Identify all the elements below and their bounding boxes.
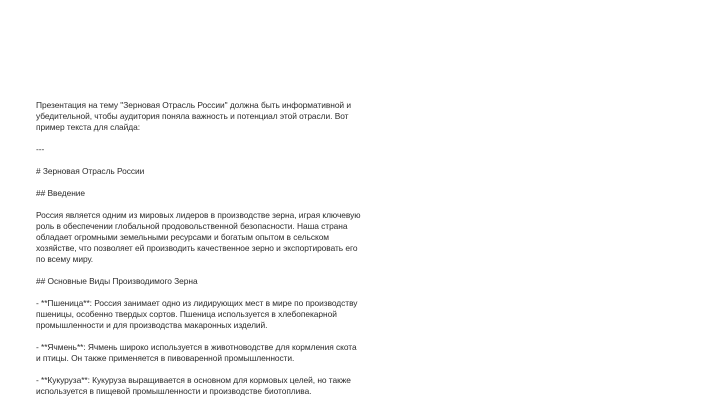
- text-line: - **Ячмень**: Ячмень широко используется в животноводстве для кормления скота: [36, 342, 357, 352]
- text-line: обладает огромными земельными ресурсами и богатым опытом в сельском: [36, 232, 330, 242]
- text-line: - **Кукуруза**: Кукуруза выращивается в основном для кормовых целей, но также: [36, 375, 351, 385]
- paragraph-gap: [36, 177, 366, 188]
- text-line: Презентация на тему "Зерновая Отрасль России" должна быть информативной и: [36, 100, 351, 110]
- text-line: Россия является одним из мировых лидеров в производстве зерна, играя ключевую: [36, 210, 361, 220]
- text-line: пример текста для слайда:: [36, 122, 141, 132]
- text-line: пшеницы, особенно твердых сортов. Пшеница используется в хлебопекарной: [36, 309, 337, 319]
- text-line: убедительной, чтобы аудитория поняла важность и потенциал этой отрасли. Вот: [36, 111, 349, 121]
- intro-paragraph: [36, 100, 366, 133]
- section-heading-grain-types: ## Основные Виды Производимого Зерна: [36, 276, 198, 286]
- list-item-barley: [36, 342, 366, 364]
- text-line: промышленности и для производства макаронных изделий.: [36, 320, 268, 330]
- text-line: и птицы. Он также применяется в пивоваренной промышленности.: [36, 353, 295, 363]
- list-item-corn: [36, 375, 366, 397]
- paragraph-gap: [36, 199, 366, 210]
- text-line: используется в пищевой промышленности и производстве биотоплива.: [36, 386, 312, 396]
- paragraph-gap: [36, 133, 366, 144]
- paragraph-gap: [36, 364, 366, 375]
- introduction-paragraph: [36, 210, 366, 265]
- document-text: [36, 100, 366, 397]
- section-heading-introduction: ## Введение: [36, 188, 86, 198]
- list-item-wheat: [36, 298, 366, 331]
- text-line: по всему миру.: [36, 254, 94, 264]
- text-line: хозяйстве, что позволяет ей производить качественное зерно и экспортировать его: [36, 243, 358, 253]
- paragraph-gap: [36, 331, 366, 342]
- paragraph-gap: [36, 155, 366, 166]
- text-line: роль в обеспечении глобальной продовольственной безопасности. Наша страна: [36, 221, 348, 231]
- separator: ---: [36, 144, 45, 154]
- paragraph-gap: [36, 265, 366, 276]
- paragraph-gap: [36, 287, 366, 298]
- document-title: # Зерновая Отрасль России: [36, 166, 145, 176]
- text-line: - **Пшеница**: Россия занимает одно из лидирующих мест в мире по производству: [36, 298, 358, 308]
